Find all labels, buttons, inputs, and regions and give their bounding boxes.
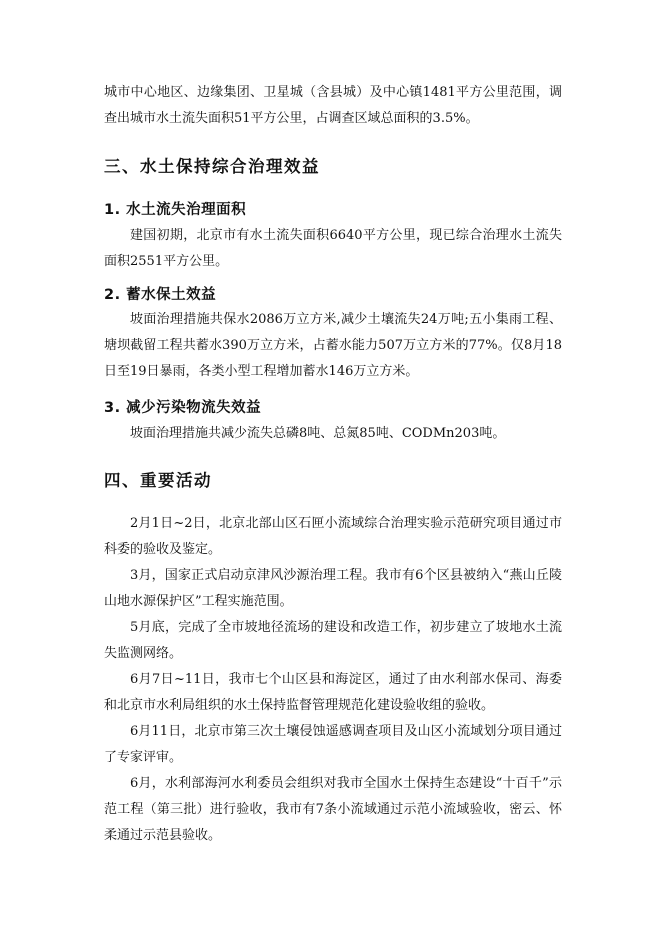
section3-heading: 三、水土保持综合治理效益: [104, 157, 320, 176]
section3-sub2-heading: 2. 蓄水保土效益: [104, 287, 217, 303]
activity-item: 3月，国家正式启动京津风沙源治理工程。我市有6个区县被纳入“燕山丘陵山地水源保护区”工程实施范围。: [104, 568, 562, 609]
section4-heading: 四、重要活动: [104, 471, 212, 490]
intro-paragraph: 城市中心地区、边缘集团、卫星城（含县城）及中心镇1481平方公里范围，调查出城市水土流失面积51平方公里，占调查区域总面积的3.5%。: [104, 85, 562, 126]
activity-item: 5月底，完成了全市坡地径流场的建设和改造工作，初步建立了坡地水土流失监测网络。: [104, 620, 562, 661]
section3-sub1-heading: 1. 水土流失治理面积: [104, 202, 247, 218]
section3-sub3-paragraph: 坡面治理措施共减少流失总磷8吨、总氮85吨、CODMn203吨。: [130, 426, 506, 441]
activity-item: 6月，水利部海河水利委员会组织对我市全国水土保持生态建设“十百千”示范工程（第三批）进行验收，我市有7条小流域通过示范小流域验收，密云、怀柔通过示范县验收。: [104, 776, 562, 843]
section3-sub1-paragraph: 建国初期，北京市有水土流失面积6640平方公里，现已综合治理水土流失面积2551平方公里。: [104, 228, 562, 269]
activity-item: 6月11日，北京市第三次土壤侵蚀遥感调查项目及山区小流域划分项目通过了专家评审。: [104, 724, 562, 765]
section3-sub3-heading: 3. 减少污染物流失效益: [104, 400, 262, 416]
activity-item: 6月7日~11日，我市七个山区县和海淀区，通过了由水利部水保司、海委和北京市水利局组织的水土保持监督管理规范化建设验收组的验收。: [104, 672, 562, 713]
section3-sub2-paragraph: 坡面治理措施共保水2086万立方米,减少土壤流失24万吨;五小集雨工程、塘坝截留工程共蓄水390万立方米，占蓄水能力507万立方米的77%。仅8月18日至19日暴雨，各类小型工程增加蓄水146万立方米。: [104, 312, 562, 379]
activity-item: 2月1日~2日，北京北部山区石匣小流域综合治理实验示范研究项目通过市科委的验收及鉴定。: [104, 516, 562, 557]
